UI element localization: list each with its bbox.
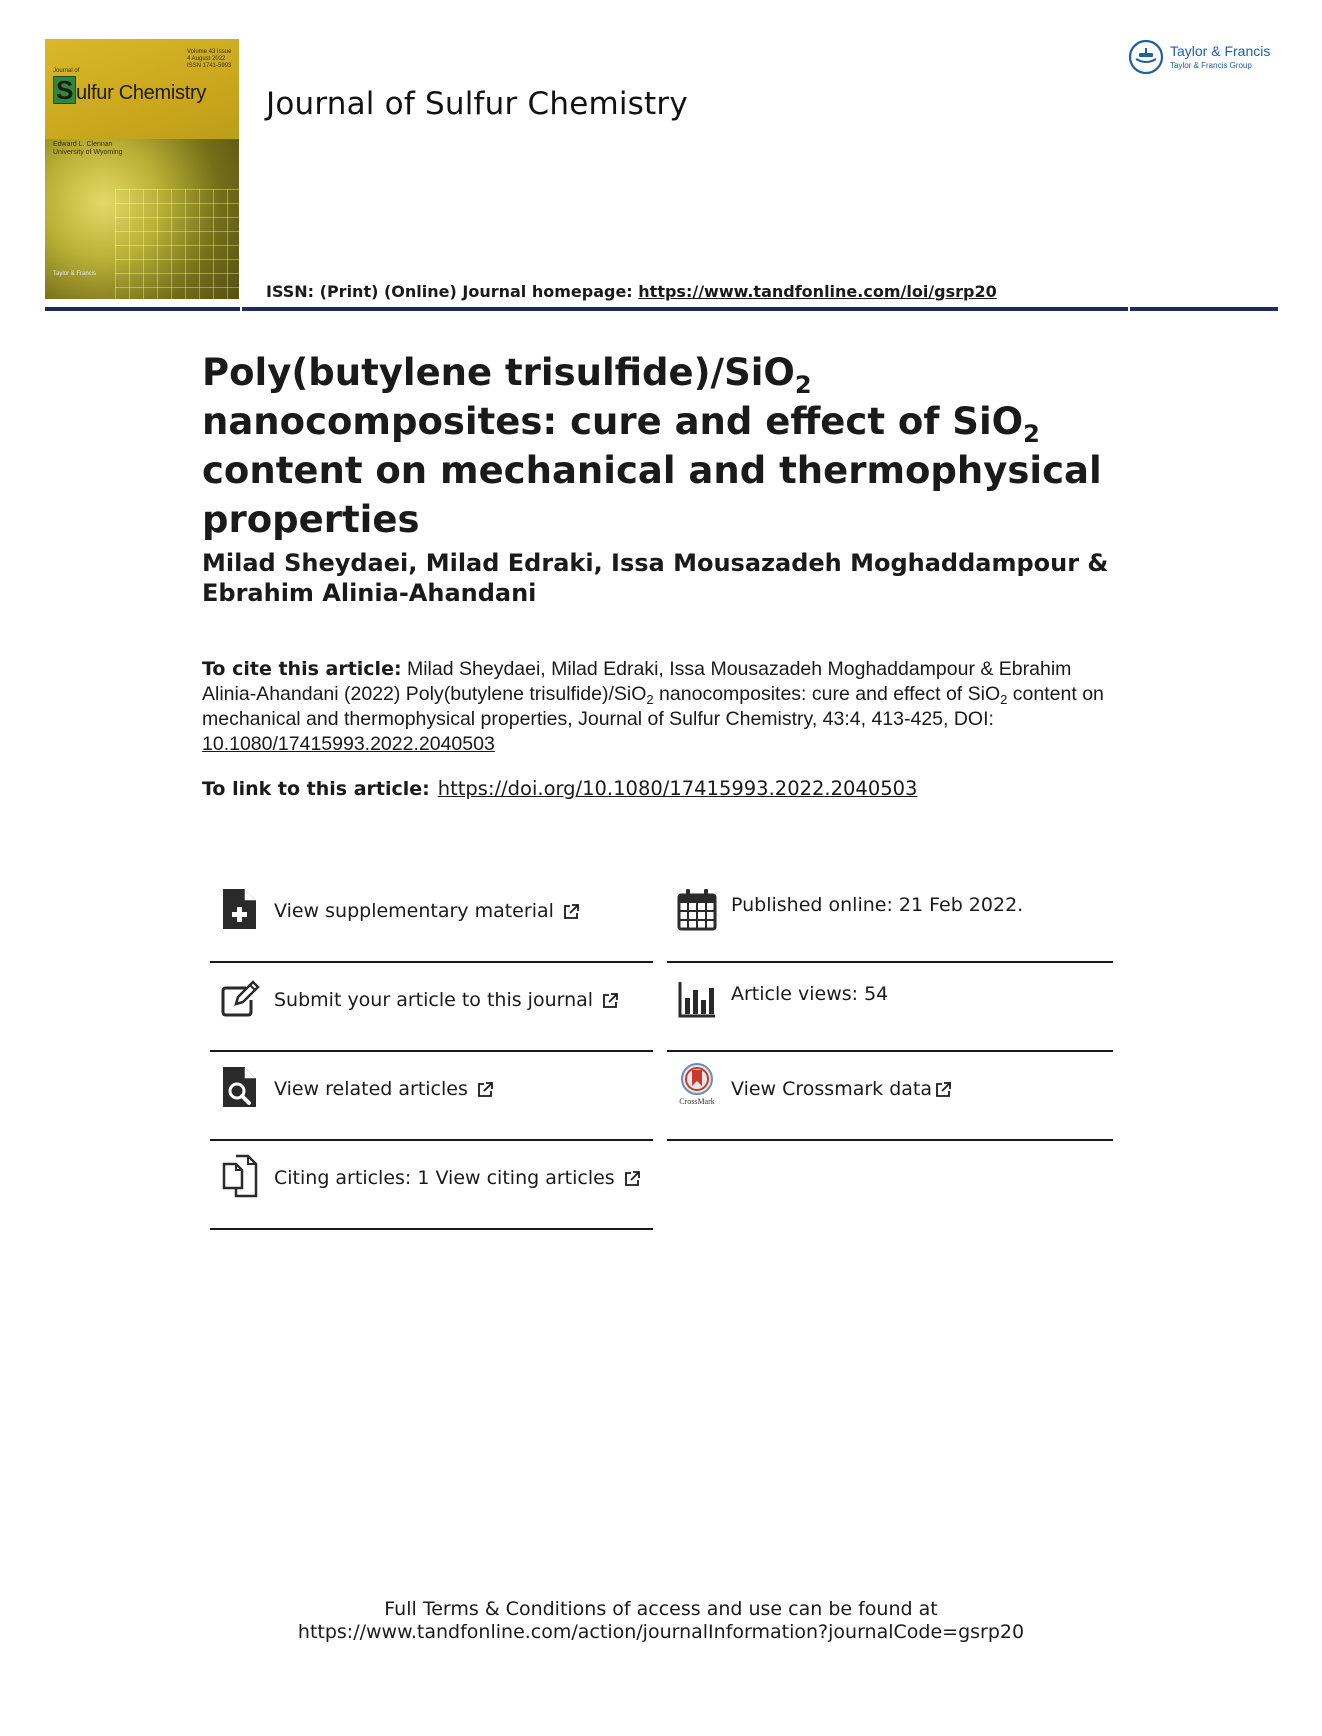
citing-text (274, 1167, 641, 1189)
edit-icon (220, 976, 260, 1020)
publisher-name: Taylor & Francis (1170, 43, 1271, 59)
footer-url[interactable]: https://www.tandfonline.com/action/journalInformation?journalCode=gsrp20 (297, 1621, 1025, 1643)
link-label: To link to this article: (202, 778, 430, 800)
related-text (274, 1078, 494, 1100)
header-rule-gap (240, 306, 242, 312)
citation-label: To cite this article: (202, 658, 402, 680)
doi-link[interactable]: 10.1080/17415993.2022.2040503 (202, 733, 495, 755)
external-link-icon (623, 1170, 641, 1188)
crossmark-logo-text: CrossMark (679, 1097, 715, 1106)
article-authors: Milad Sheydaei, Milad Edraki, Issa Mousazadeh Moghaddampour & Ebrahim Alinia-Ahandani (202, 549, 1109, 607)
cover-title (53, 76, 206, 105)
header-rule-gap (1128, 306, 1130, 312)
journal-homepage-link[interactable]: https://www.tandfonline.com/loi/gsrp20 (638, 282, 997, 301)
search-document-icon (220, 1065, 260, 1109)
crossmark-icon (677, 1062, 717, 1106)
citation-text: Milad Sheydaei, Milad Edraki, Issa Mousazadeh Moghaddampour & Ebrahim Alinia-Ahandani (2022) Poly(butylene trisulfide)/SiO (202, 658, 1072, 705)
cover-grid-pattern (115, 189, 239, 299)
copy-documents-icon (220, 1154, 260, 1198)
published-cell (667, 872, 1113, 963)
article-title (202, 348, 1162, 544)
article-views: Article views: 54 (731, 983, 889, 1005)
crossmark-label: View Crossmark data (731, 1078, 933, 1100)
file-plus-icon (220, 887, 260, 931)
citation-subscript: 2 (1000, 692, 1008, 707)
journal-cover (45, 39, 239, 299)
cover-title-rest: ulfur Chemistry (76, 82, 207, 104)
journal-name: Journal of Sulfur Chemistry (266, 86, 688, 122)
issn-text: ISSN: (Print) (Online) Journal homepage: (266, 282, 639, 301)
external-link-icon (562, 903, 580, 921)
title-text: Poly(butylene trisulfide)/SiO (202, 351, 795, 394)
title-subscript: 2 (794, 371, 812, 399)
related-label: View related articles (274, 1078, 468, 1100)
published-date: Published online: 21 Feb 2022. (731, 894, 1024, 916)
submit-text (274, 989, 619, 1011)
external-link-icon (934, 1081, 952, 1099)
supplementary-label: View supplementary material (274, 900, 554, 922)
article-doi-url[interactable]: https://doi.org/10.1080/17415993.2022.2040503 (437, 777, 918, 800)
cover-journal-of: Journal of (53, 68, 80, 74)
supplementary-cell[interactable] (210, 872, 653, 963)
publisher-group: Taylor & Francis Group (1170, 61, 1252, 70)
issn-line (266, 282, 997, 301)
footer (0, 1598, 1322, 1644)
citation-block (202, 657, 1122, 757)
supplementary-text (274, 900, 580, 922)
citation-text: nanocomposites: cure and effect of SiO (653, 683, 1001, 705)
footer-terms: Full Terms & Conditions of access and use can be found at (384, 1598, 938, 1620)
cover-editor-name: Edward L. Clennan (53, 141, 113, 148)
external-link-icon (601, 992, 619, 1010)
crossmark-cell[interactable] (667, 1050, 1113, 1141)
header-rule (45, 307, 1278, 311)
citation-subscript: 2 (646, 692, 654, 707)
cover-editor-affiliation: University of Wyoming (53, 149, 123, 156)
title-text: nanocomposites: cure and effect of SiO (202, 400, 1024, 443)
submit-label: Submit your article to this journal (274, 989, 594, 1011)
related-cell[interactable] (210, 1050, 653, 1141)
submit-cell[interactable] (210, 961, 653, 1052)
cover-editor (53, 141, 123, 157)
title-subscript: 2 (1023, 420, 1040, 448)
crossmark-text (731, 1078, 952, 1100)
article-link-line (202, 777, 917, 800)
cover-volume-info: Volume 43 Issue 4 August 2022 ISSN 1741-5993 (187, 49, 232, 69)
citation-text: content on mechanical and thermophysical properties, Journal of Sulfur Chemistry, 43:4, 413-425, DOI: (202, 683, 1104, 730)
citing-label: Citing articles: 1 View citing articles (274, 1167, 615, 1189)
cover-publisher-mark: Taylor & Francis (53, 271, 97, 277)
cover-title-initial: S (53, 76, 76, 104)
taylor-francis-logo-icon (1128, 39, 1164, 75)
title-text: content on mechanical and thermophysical properties (202, 449, 1102, 541)
views-cell (667, 961, 1113, 1052)
citing-cell[interactable] (210, 1139, 653, 1230)
bar-chart-icon (677, 976, 717, 1020)
external-link-icon (476, 1081, 494, 1099)
calendar-icon (677, 887, 717, 931)
